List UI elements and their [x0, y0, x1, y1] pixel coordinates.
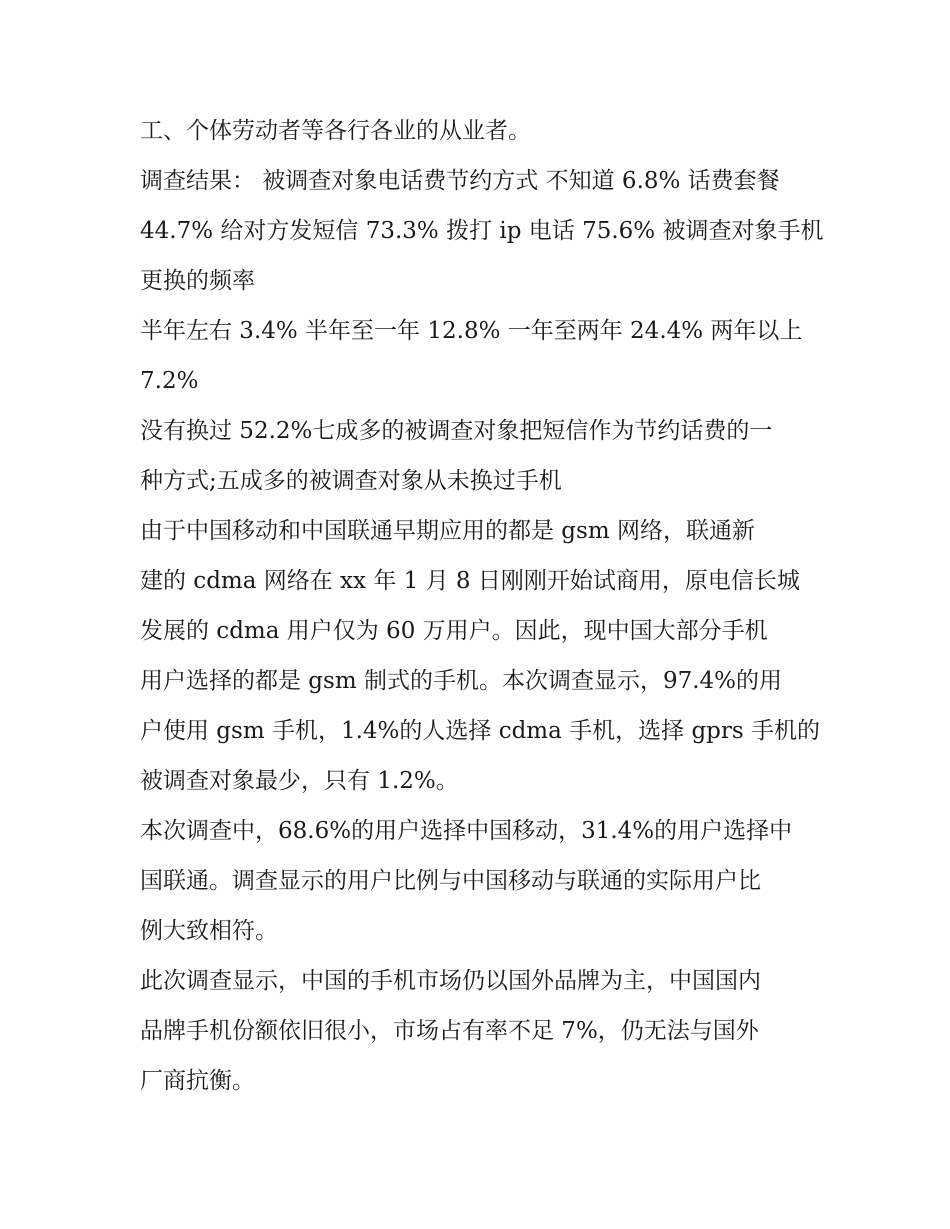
text-line: 种方式;五成多的被调查对象从未换过手机	[140, 468, 562, 494]
text-line: 用户选择的都是 gsm 制式的手机。本次调查显示，97.4%的用	[140, 668, 783, 694]
text-line: 户使用 gsm 手机，1.4%的人选择 cdma 手机，选择 gprs 手机的	[140, 718, 821, 744]
text-line: 建的 cdma 网络在 xx 年 1 月 8 日刚刚开始试商用，原电信长城	[140, 568, 800, 594]
text-line: 44.7% 给对方发短信 73.3% 拨打 ip 电话 75.6% 被调查对象手机	[140, 218, 824, 244]
text-line: 品牌手机份额依旧很小，市场占有率不足 7%，仍无法与国外	[140, 1018, 759, 1044]
text-line: 厂商抗衡。	[140, 1068, 255, 1094]
text-line: 被调查对象最少，只有 1.2%。	[140, 768, 459, 794]
paragraph-respondents	[140, 106, 812, 156]
text-line: 由于中国移动和中国联通早期应用的都是 gsm 网络，联通新	[140, 518, 755, 544]
paragraph-never-replaced	[140, 406, 812, 506]
text-line: 国联通。调查显示的用户比例与中国移动与联通的实际用户比	[140, 868, 761, 894]
text-line: 调查结果： 被调查对象电话费节约方式 不知道 6.8% 话费套餐	[140, 168, 780, 194]
paragraph-network-standards	[140, 506, 821, 806]
text-line: 半年左右 3.4% 半年至一年 12.8% 一年至两年 24.4% 两年以上	[140, 318, 803, 344]
text-line: 工、个体劳动者等各行各业的从业者。	[140, 118, 531, 144]
paragraph-brand-market	[140, 956, 812, 1106]
paragraph-survey-results	[140, 156, 824, 306]
paragraph-replacement-frequency	[140, 306, 812, 406]
text-line: 例大致相符。	[140, 918, 278, 944]
text-line: 没有换过 52.2%七成多的被调查对象把短信作为节约话费的一	[140, 418, 773, 444]
text-line: 7.2%	[140, 368, 199, 394]
text-line: 本次调查中，68.6%的用户选择中国移动，31.4%的用户选择中	[140, 818, 793, 844]
text-line: 发展的 cdma 用户仅为 60 万用户。因此，现中国大部分手机	[140, 618, 768, 644]
text-line: 更换的频率	[140, 268, 255, 294]
paragraph-carrier-share	[140, 806, 812, 956]
document-body	[140, 106, 824, 1106]
text-line: 此次调查显示，中国的手机市场仍以国外品牌为主，中国国内	[140, 968, 761, 994]
